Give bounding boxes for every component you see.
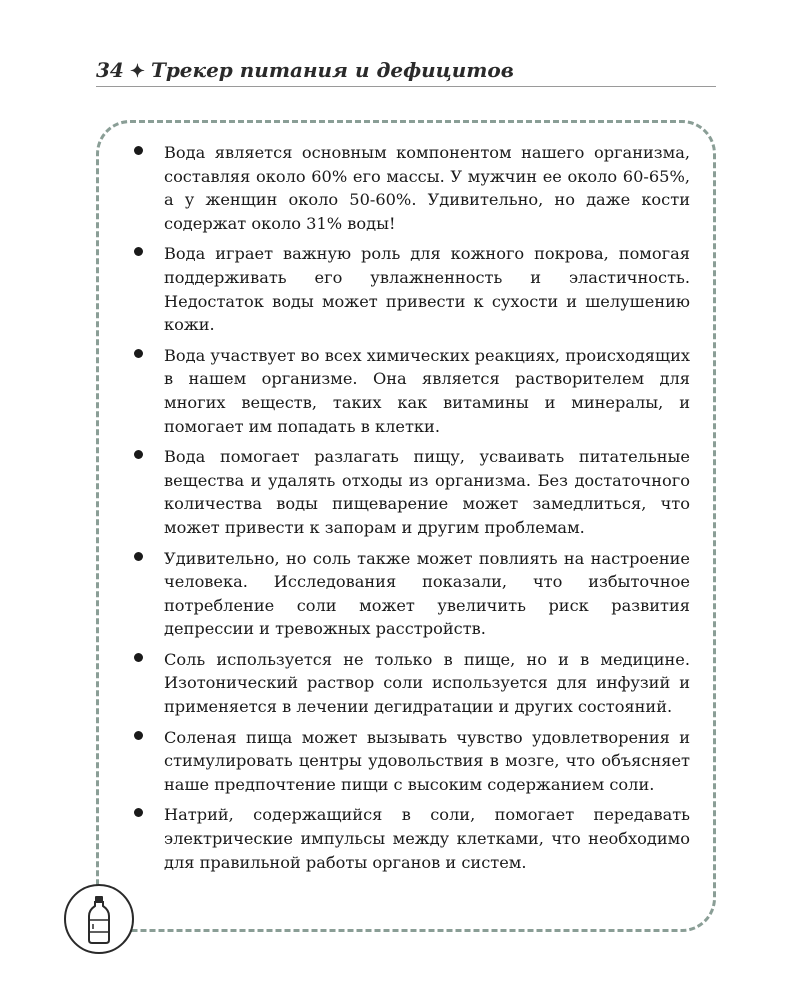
list-item xyxy=(130,445,690,539)
list-item-text: Натрий, содержащийся в соли, помогает передавать электрические импульсы между клетками, что необходимо для правильной работы органов и систем. xyxy=(164,805,690,872)
page-number: 34 xyxy=(96,58,124,82)
list-item-text: Соленая пища может вызывать чувство удовлетворения и стимулировать центры удовольствия в мозге, что объясняет наше предпочтение пищи с высоким содержанием соли. xyxy=(164,727,690,794)
list-item xyxy=(130,648,690,719)
bullet-icon xyxy=(134,450,143,459)
bullet-icon xyxy=(134,247,143,256)
list-item-text: Удивительно, но соль также может повлиять на настроение человека. Исследования показали, что избыточное потребление соли может увеличить риск развития депрессии и тревожных расстройств. xyxy=(164,548,690,639)
bullet-icon xyxy=(134,552,143,561)
list-item-text: Вода играет важную роль для кожного покрова, помогая поддерживать его увлажненность и эластичность. Недостаток воды может привести к сухости и шелушению кожи. xyxy=(164,244,690,335)
list-item-text: Вода является основным компонентом нашего организма, составляя около 60% его массы. У мужчин ее около 60-65%, а у женщин около 50-60%. Удивительно, но даже кости содержат около 31% воды! xyxy=(164,143,690,233)
fact-list xyxy=(130,141,690,881)
star-icon: ✦ xyxy=(129,61,145,82)
water-bottle-badge xyxy=(64,884,134,954)
list-item xyxy=(130,242,690,336)
list-item xyxy=(130,726,690,797)
list-item xyxy=(130,547,690,641)
list-item-text: Вода участвует во всех химических реакциях, происходящих в нашем организме. Она является растворителем для многих веществ, таких как витамины и минералы, и помогает им попадать в клетки. xyxy=(164,345,690,436)
list-item xyxy=(130,344,690,438)
bullet-icon xyxy=(134,146,143,155)
list-item xyxy=(130,141,690,235)
bullet-icon xyxy=(134,731,143,740)
list-item xyxy=(130,803,690,874)
bullet-icon xyxy=(134,808,143,817)
list-item-text: Соль используется не только в пище, но и в медицине. Изотонический раствор соли используется для инфузий и применяется в лечении дегидратации и других состояний. xyxy=(164,649,690,717)
list-item-text: Вода помогает разлагать пищу, усваивать питательные вещества и удалять отходы из организма. Без достаточного количества воды пищеварение может замедлиться, что может привести к запорам и другим проблемам. xyxy=(164,447,690,537)
bullet-icon xyxy=(134,349,143,358)
chapter-title: Трекер питания и дефицитов xyxy=(150,58,514,82)
page-header xyxy=(96,56,716,87)
running-head xyxy=(96,56,716,86)
bullet-icon xyxy=(134,653,143,662)
water-bottle-icon xyxy=(66,886,132,952)
